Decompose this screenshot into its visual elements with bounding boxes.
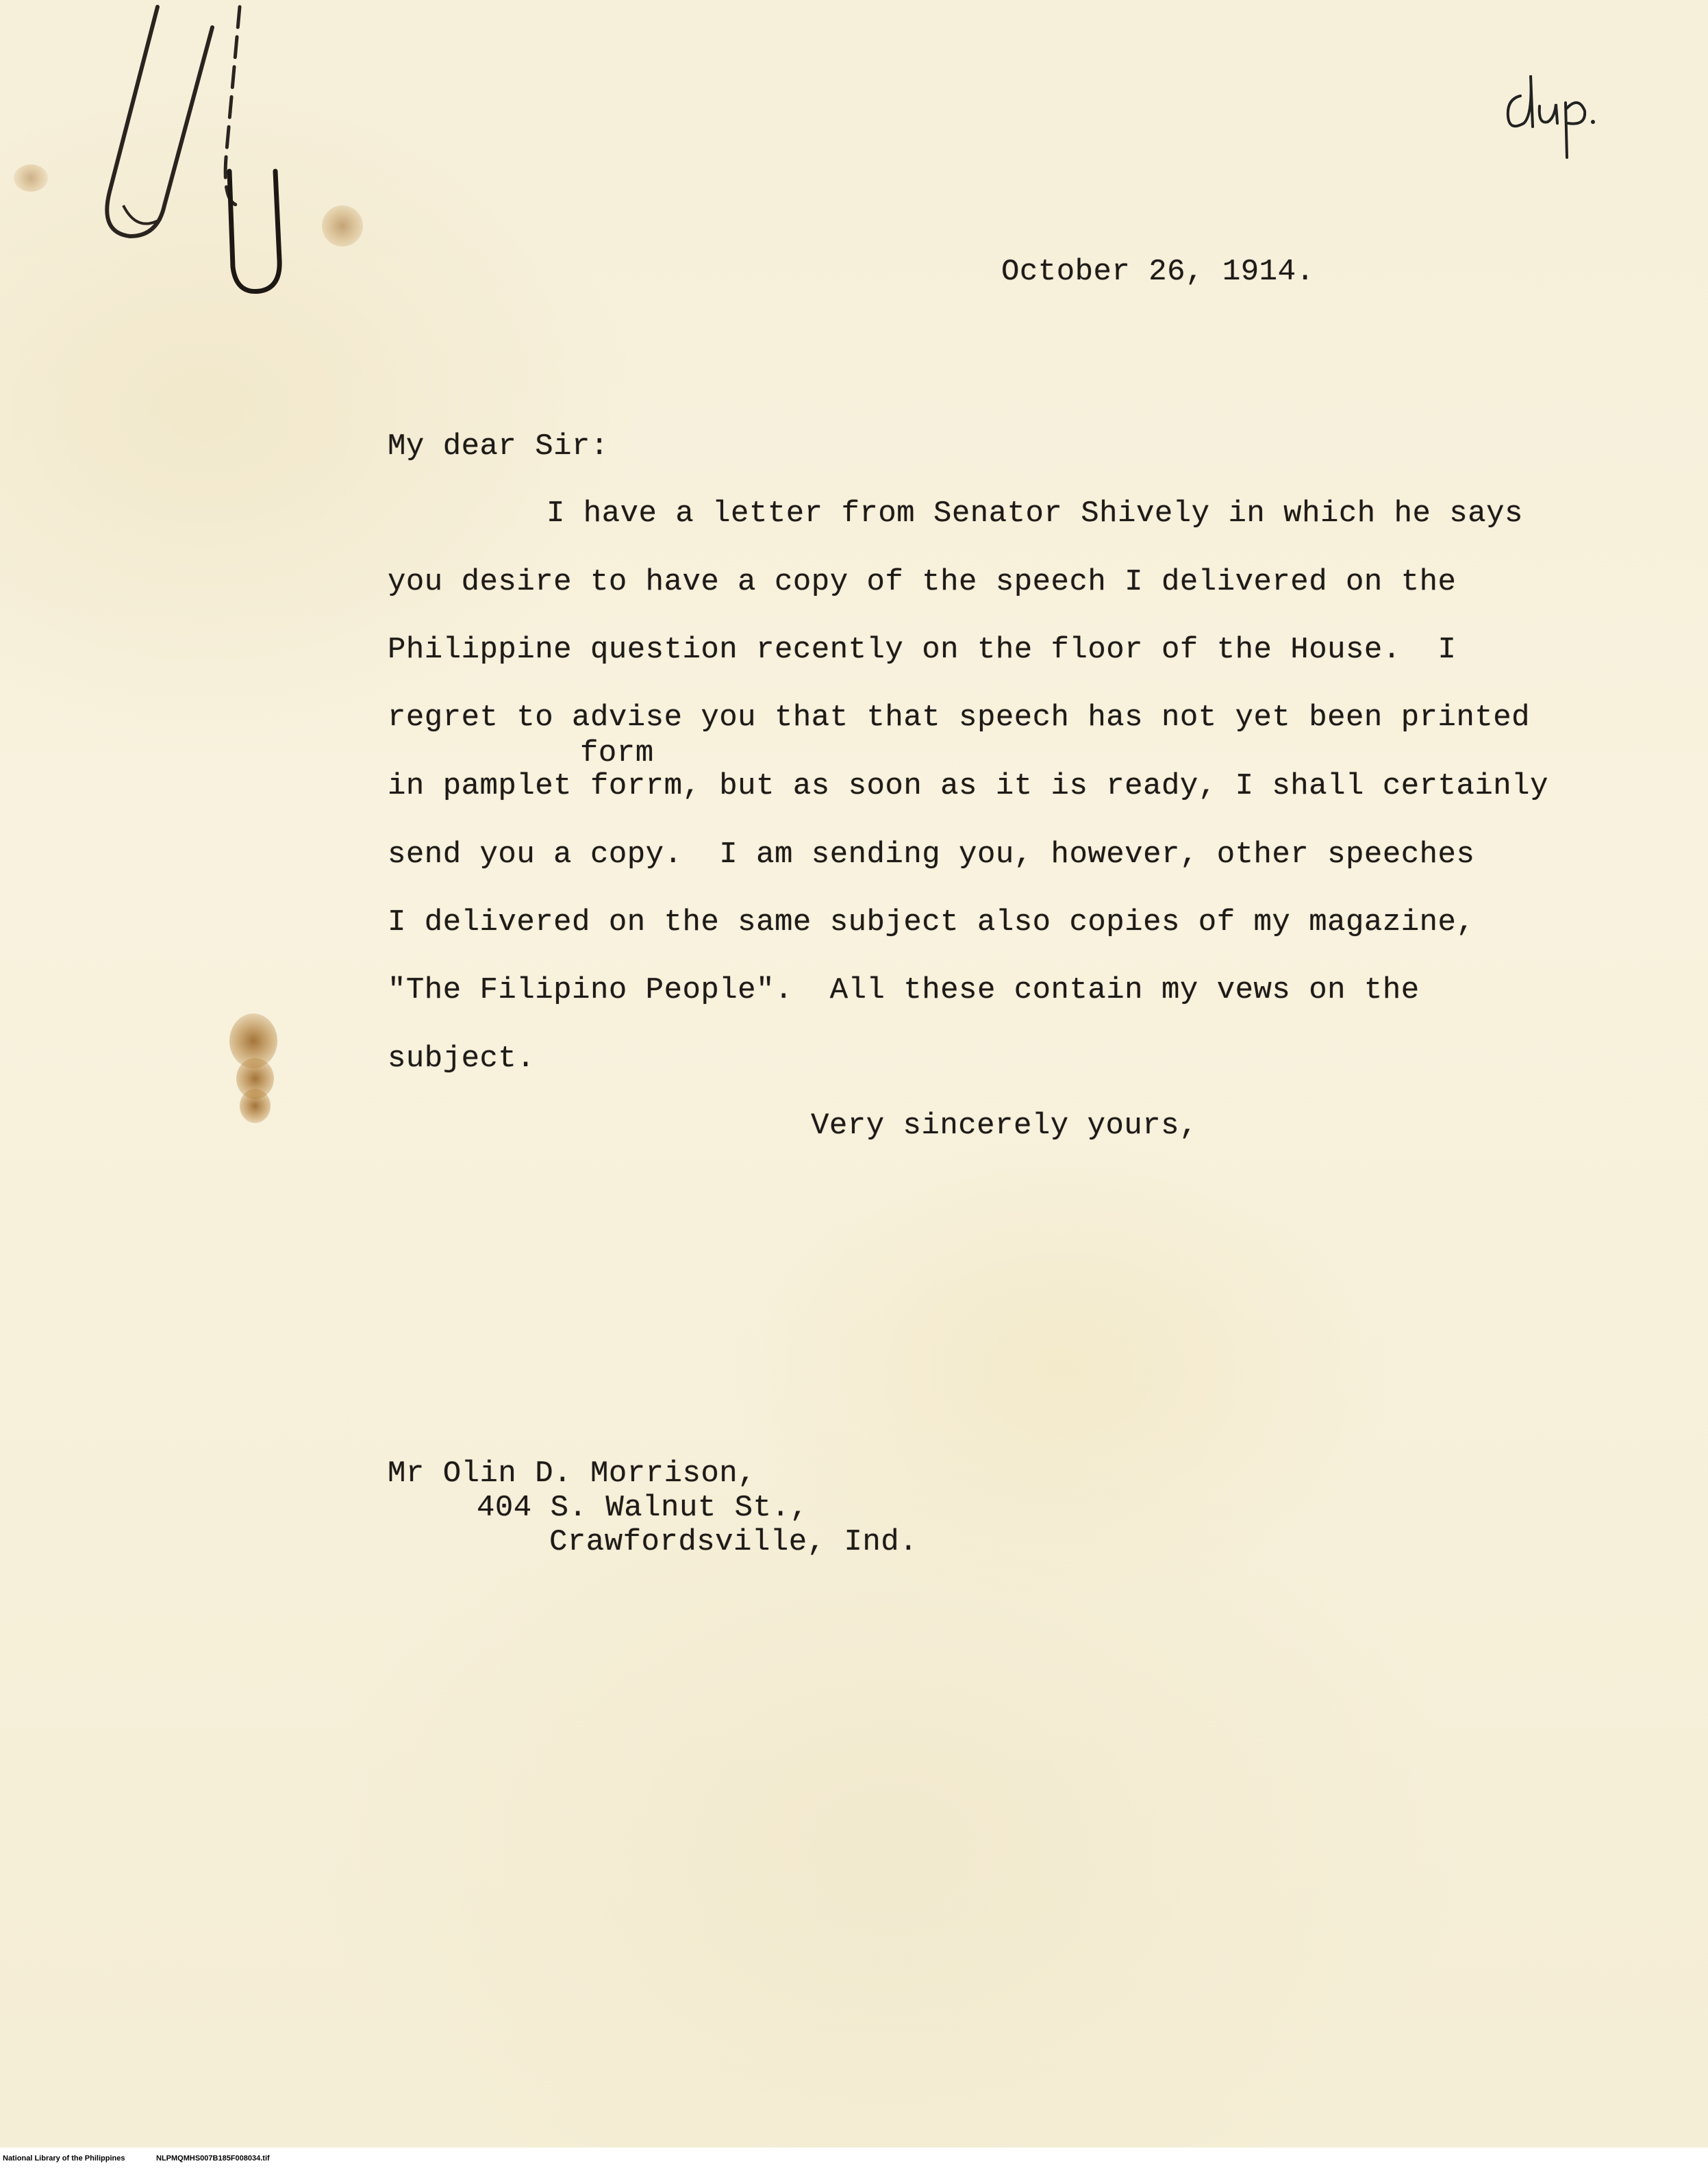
footer-file-id: NLPMQMHS007B185F008034.tif <box>156 2154 270 2163</box>
recipient-city: Crawfordsville, Ind. <box>549 1525 918 1559</box>
rust-stain <box>322 205 363 247</box>
recipient-name: Mr Olin D. Morrison, <box>388 1457 757 1491</box>
body-line: subject. <box>388 1042 536 1076</box>
handwritten-dup-note <box>1500 68 1603 164</box>
letter-date: October 26, 1914. <box>1001 255 1315 289</box>
body-line: Philippine question recently on the floor of the House. I <box>388 633 1457 667</box>
rust-stain <box>14 164 48 192</box>
body-line: I delivered on the same subject also copies of my magazine, <box>388 905 1475 940</box>
body-line: I have a letter from Senator Shively in which he says <box>547 496 1523 531</box>
body-line: regret to advise you that that speech has not yet been printed <box>388 701 1531 735</box>
body-line: you desire to have a copy of the speech I delivered on the <box>388 565 1457 599</box>
footer-institution: National Library of the Philippines <box>3 2154 125 2163</box>
closing: Very sincerely yours, <box>811 1109 1198 1143</box>
interlinear-correction: form <box>580 736 654 770</box>
paperclip-icon <box>96 0 315 308</box>
recipient-street: 404 S. Walnut St., <box>477 1491 809 1525</box>
rust-stain <box>240 1089 271 1123</box>
body-line: send you a copy. I am sending you, however, other speeches <box>388 837 1475 872</box>
salutation: My dear Sir: <box>388 429 609 464</box>
body-line: in pamplet forrm, but as soon as it is ready, I shall certainly <box>388 769 1548 803</box>
body-line: "The Filipino People". All these contain my vews on the <box>388 973 1420 1007</box>
